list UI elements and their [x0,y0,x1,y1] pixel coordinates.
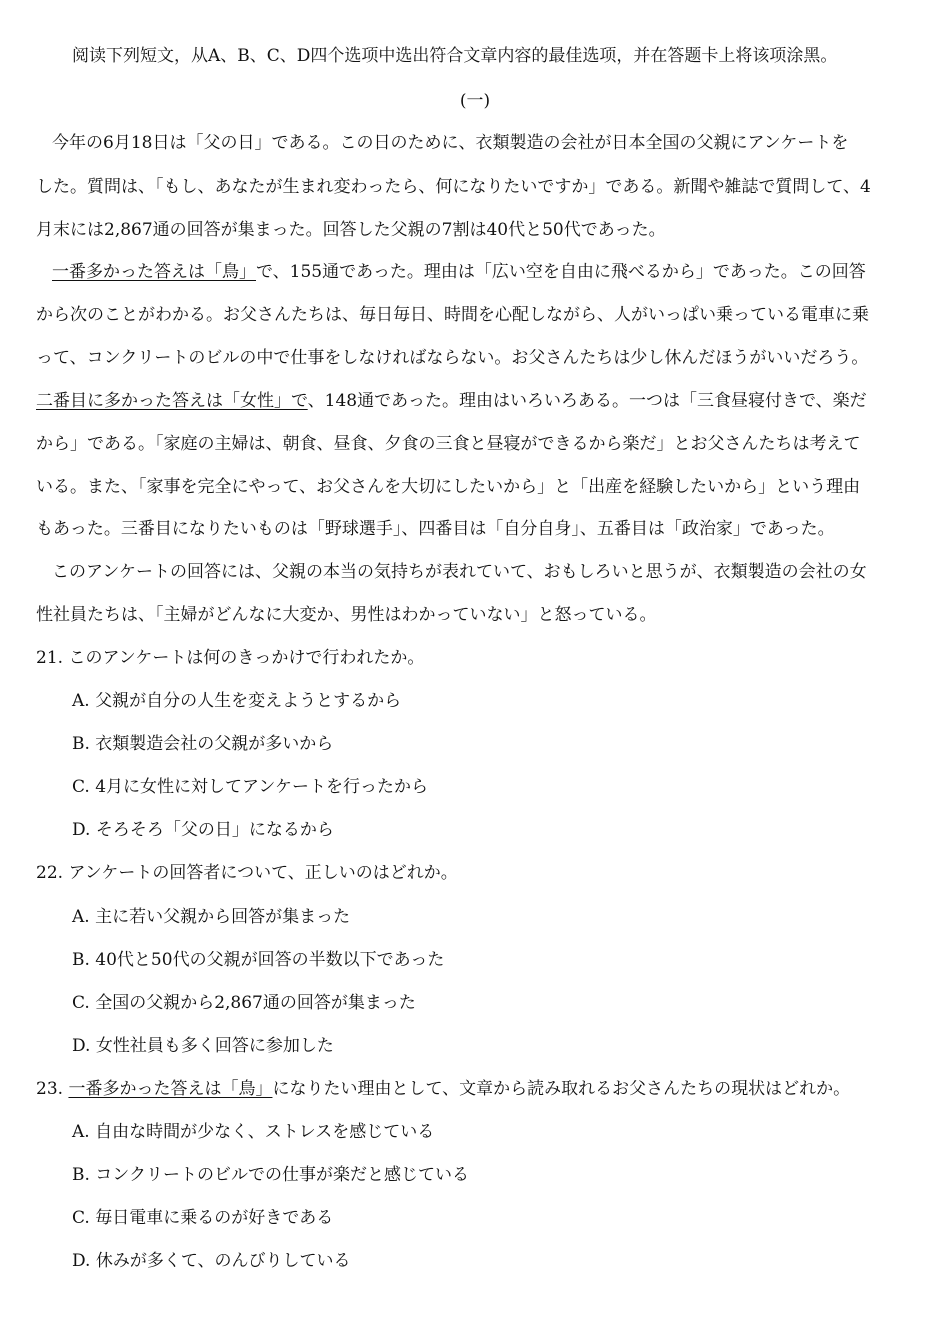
question-23: 23. 一番多かった答えは「鳥」になりたい理由として、文章から読み取れるお父さんたちの現状はどれか。 [36,1079,851,1099]
underlined-phrase: 二番目に多かった答えは「女性」で [36,391,308,411]
passage-line: 一番多かった答えは「鳥」で、155通であった。理由は「広い空を自由に飛べるから」であった。この回答 [52,262,866,282]
option-21c: C. 4月に女性に対してアンケートを行ったから [72,777,429,797]
option-22d: D. 女性社員も多く回答に参加した [72,1036,334,1056]
option-22b: B. 40代と50代の父親が回答の半数以下であった [72,950,445,970]
passage-line: 二番目に多かった答えは「女性」で、148通であった。理由はいろいろある。一つは「三食昼寝付きで、楽だ [36,391,867,411]
option-21b: B. 衣類製造会社の父親が多いから [72,734,334,754]
underlined-phrase: 一番多かった答えは「鳥」 [68,1079,273,1099]
instruction-text: 阅读下列短文，从A、B、C、D四个选项中选出符合文章内容的最佳选项，并在答题卡上将该项涂黑。 [72,46,838,66]
option-23c: C. 毎日電車に乗るのが好きである [72,1208,334,1228]
passage-line: いる。また、「家事を完全にやって、お父さんを大切にしたいから」と「出産を経験したいから」という理由 [36,477,861,497]
option-21d: D. そろそろ「父の日」になるから [72,820,334,840]
passage-line: 性社員たちは、「主婦がどんなに大変か、男性はわかっていない」と怒っている。 [36,605,657,625]
passage-line: 月末には2,867通の回答が集まった。回答した父親の7割は40代と50代であった。 [36,220,666,240]
passage-line: から」である。「家庭の主婦は、朝食、昼食、夕食の三食と昼寝ができるから楽だ」とお父さんたちは考えて [36,434,861,454]
underlined-phrase: 一番多かった答えは「鳥」 [52,262,256,282]
option-23d: D. 休みが多くて、のんびりしている [72,1251,351,1271]
question-21: 21. このアンケートは何のきっかけで行われたか。 [36,648,425,668]
passage-line: もあった。三番目になりたいものは「野球選手」、四番目は「自分自身」、五番目は「政治家」であった。 [36,519,835,539]
passage-line: 今年の6月18日は「父の日」である。この日のために、衣類製造の会社が日本全国の父親にアンケートを [52,133,849,153]
passage-line: から次のことがわかる。お父さんたちは、毎日毎日、時間を心配しながら、人がいっぱい乗っている電車に乗 [36,305,869,325]
option-23b: B. コンクリートのビルでの仕事が楽だと感じている [72,1165,469,1185]
passage-line: このアンケートの回答には、父親の本当の気持ちが表れていて、おもしろいと思うが、衣類製造の会社の女 [52,562,867,582]
option-22c: C. 全国の父親から2,867通の回答が集まった [72,993,416,1013]
passage-line: って、コンクリートのビルの中で仕事をしなければならない。お父さんたちは少し休んだほうがいいだろう。 [36,348,869,368]
option-21a: A. 父親が自分の人生を変えようとするから [72,691,402,711]
section-label: (一) [459,91,491,111]
option-23a: A. 自由な時間が少なく、ストレスを感じている [72,1122,435,1142]
passage-line: した。質問は、「もし、あなたが生まれ変わったら、何になりたいですか」である。新聞や雑誌で質問して、4 [36,177,871,197]
question-22: 22. アンケートの回答者について、正しいのはどれか。 [36,863,458,883]
option-22a: A. 主に若い父親から回答が集まった [72,907,351,927]
